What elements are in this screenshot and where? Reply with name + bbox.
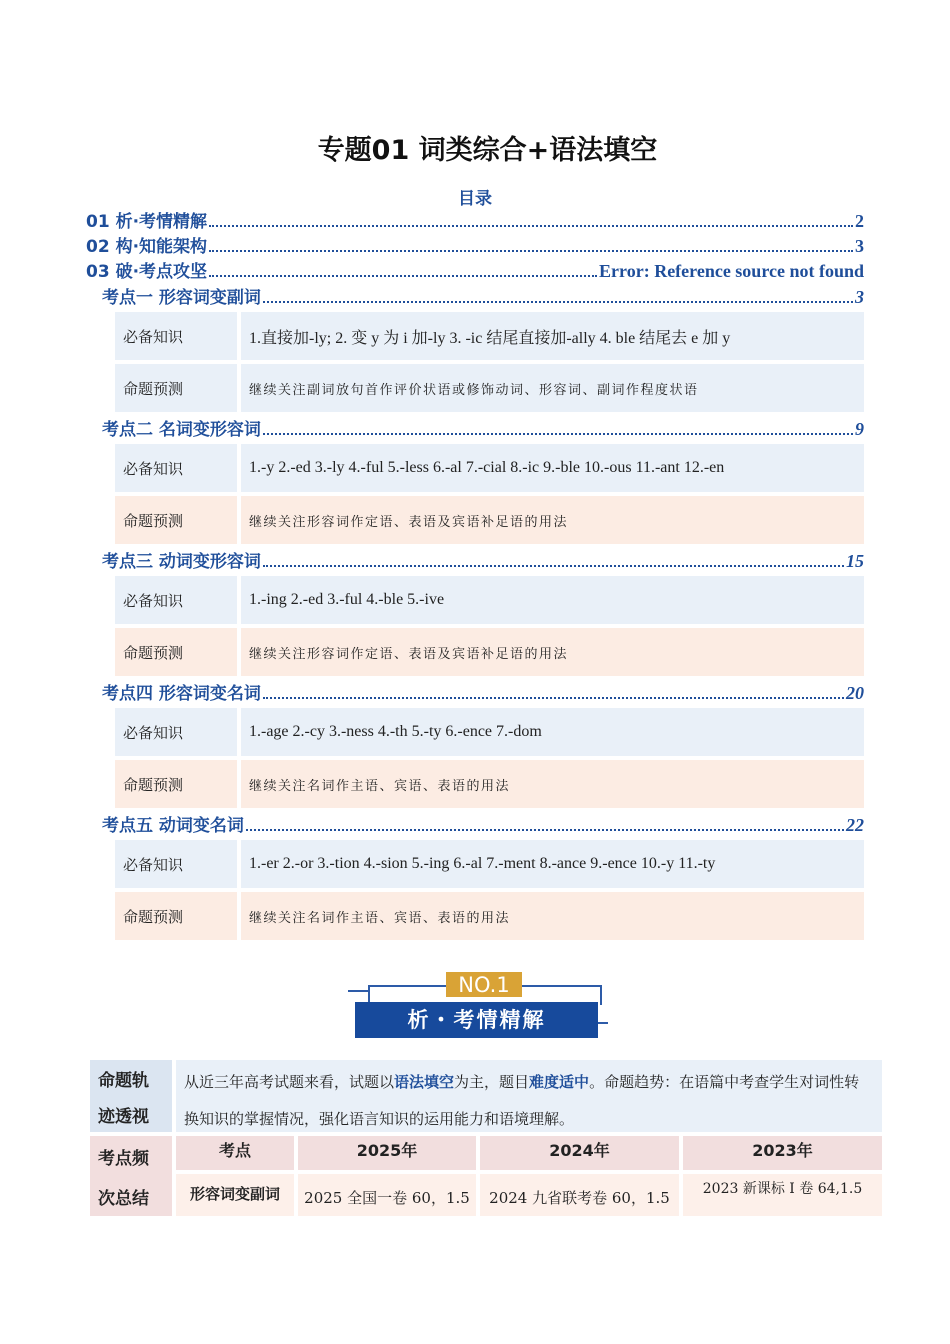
summary-table [90,1060,882,1216]
trend-label [90,1060,172,1132]
section-title: 析・考情精解 [355,1002,598,1038]
leader-dots [209,275,597,277]
toc-page: Error: Reference source not found [599,261,864,281]
data-cell: 2025 全国一卷 60，1.5 [298,1174,476,1216]
knowledge-label: 必备知识 [115,840,237,888]
prediction-label: 命题预测 [115,628,237,676]
document-title: 专题01 词类综合+语法填空 [317,135,658,166]
leader-dots [246,829,844,831]
data-cell: 2024 九省联考卷 60，1.5 [480,1174,679,1216]
prediction-label: 命题预测 [115,496,237,544]
knowledge-row [115,312,864,360]
toc-label: 02 构·知能架构 [86,237,208,257]
toc-entry[interactable] [86,232,864,257]
prediction-row [115,628,864,676]
toc-label: 考点三 动词变形容词 [102,552,261,572]
frequency-label [90,1136,172,1216]
text: 为主，题目 [454,1073,530,1091]
toc-section [102,679,864,808]
data-cell: 2023 新课标 I 卷 64,1.5 [683,1174,882,1216]
toc-page: 2 [855,211,864,231]
toc-page: 3 [855,236,864,256]
knowledge-row [115,444,864,492]
prediction-label: 命题预测 [115,760,237,808]
leader-dots [263,565,844,567]
trend-row [90,1060,882,1132]
knowledge-label: 必备知识 [115,444,237,492]
header-cell: 2024年 [480,1136,679,1170]
knowledge-row [115,708,864,756]
prediction-text: 继续关注形容词作定语、表语及宾语补足语的用法 [241,496,864,544]
prediction-row [115,892,864,940]
knowledge-text: 1.-ing 2.-ed 3.-ful 4.-ble 5.-ive [241,576,864,624]
toc-label: 考点一 形容词变副词 [102,288,261,308]
toc-entry[interactable] [86,207,864,232]
toc-page: 3 [855,287,864,307]
decor-line [348,990,370,992]
prediction-label: 命题预测 [115,364,237,412]
knowledge-label: 必备知识 [115,312,237,360]
leader-dots [263,433,853,435]
prediction-text: 继续关注名词作主语、宾语、表语的用法 [241,760,864,808]
label-line: 考点频 [98,1148,149,1169]
toc-page: 22 [846,815,864,835]
prediction-row [115,760,864,808]
prediction-row [115,496,864,544]
toc-entry[interactable] [102,283,864,308]
frequency-grid [176,1136,882,1216]
label-line: 次总结 [98,1188,149,1209]
section-banner [348,970,608,1040]
toc-label: 考点五 动词变名词 [102,816,244,836]
toc-entry[interactable] [102,679,864,704]
leader-dots [209,225,853,227]
prediction-row [115,364,864,412]
header-cell: 2023年 [683,1136,882,1170]
toc-entry[interactable] [102,415,864,440]
prediction-text: 继续关注名词作主语、宾语、表语的用法 [241,892,864,940]
trend-text [176,1060,882,1132]
toc-page: 15 [846,551,864,571]
toc-entry[interactable] [86,257,864,282]
label-line: 命题轨 [98,1070,149,1091]
knowledge-text: 1.-age 2.-cy 3.-ness 4.-th 5.-ty 6.-ence 7.-dom [241,708,864,756]
toc-section [102,283,864,412]
header-cell: 2025年 [298,1136,476,1170]
text: 从近三年高考试题来看，试题以 [184,1073,395,1091]
text: 。命题趋势：在语篇中考查学生对词性转换知识的掌握情况，强化语言知识的运用能力和语境理解。 [184,1073,860,1128]
toc-page: 9 [855,419,864,439]
leader-dots [209,250,853,252]
prediction-text: 继续关注副词放句首作评价状语或修饰动词、形容词、副词作程度状语 [241,364,864,412]
section-badge: NO.1 [446,972,522,997]
toc-page: 20 [846,683,864,703]
toc-heading: 目录 [458,189,492,209]
decor-line [598,1022,608,1024]
highlight: 语法填空 [394,1073,455,1091]
prediction-label: 命题预测 [115,892,237,940]
knowledge-label: 必备知识 [115,708,237,756]
toc-entry[interactable] [102,811,864,836]
toc-section [102,811,864,940]
toc-label: 考点四 形容词变名词 [102,684,261,704]
toc-section [102,547,864,676]
knowledge-text: 1.-er 2.-or 3.-tion 4.-sion 5.-ing 6.-al 7.-ment 8.-ance 9.-ence 10.-y 11.-ty [241,840,864,888]
prediction-text: 继续关注形容词作定语、表语及宾语补足语的用法 [241,628,864,676]
knowledge-row [115,576,864,624]
leader-dots [263,697,844,699]
knowledge-row [115,840,864,888]
toc-label: 01 析·考情精解 [86,212,208,232]
label-line: 迹透视 [98,1106,149,1127]
toc-label: 考点二 名词变形容词 [102,420,261,440]
toc-section [102,415,864,544]
header-cell: 考点 [176,1136,294,1170]
highlight: 难度适中 [529,1073,590,1091]
knowledge-text: 1.直接加-ly; 2. 变 y 为 i 加-ly 3. -ic 结尾直接加-ally 4. ble 结尾去 e 加 y [241,312,864,360]
toc-entry[interactable] [102,547,864,572]
data-cell: 形容词变副词 [176,1174,294,1216]
knowledge-label: 必备知识 [115,576,237,624]
leader-dots [263,301,853,303]
knowledge-text: 1.-y 2.-ed 3.-ly 4.-ful 5.-less 6.-al 7.-cial 8.-ic 9.-ble 10.-ous 11.-ant 12.-en [241,444,864,492]
toc-label: 03 破·考点攻坚 [86,262,208,282]
frequency-row [90,1136,882,1216]
